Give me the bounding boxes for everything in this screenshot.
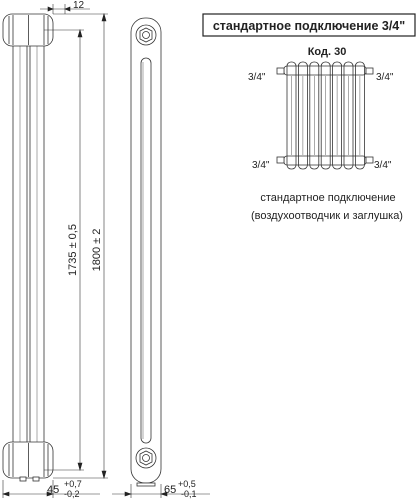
front-foot-right bbox=[33, 477, 39, 481]
mini-radiator-section bbox=[287, 62, 296, 169]
side-foot bbox=[137, 483, 155, 486]
dim-width-tol-plus: +0,7 bbox=[64, 479, 82, 489]
mini-radiator-section bbox=[344, 62, 353, 169]
dim-width-base: 45 bbox=[47, 484, 60, 496]
conn-bottom-right: 3/4" bbox=[374, 160, 392, 171]
mini-radiator-section bbox=[355, 62, 364, 169]
title-box-label: стандартное подключение 3/4" bbox=[212, 19, 406, 33]
code-label: Код. 30 bbox=[307, 46, 347, 58]
dim-total-height-label: 1800 ± 2 bbox=[91, 228, 103, 272]
dim-top-offset-label: 12 bbox=[73, 0, 85, 11]
dim-depth-base: 65 bbox=[164, 484, 177, 496]
conn-top-left: 3/4" bbox=[248, 72, 266, 83]
mini-radiator-section bbox=[321, 62, 330, 169]
side-view bbox=[112, 18, 210, 499]
mini-radiator-section bbox=[310, 62, 319, 169]
dim-width bbox=[3, 479, 100, 499]
dim-depth bbox=[112, 479, 210, 499]
mini-radiator bbox=[277, 62, 373, 169]
plug-bottom-right bbox=[366, 157, 373, 163]
conn-top-right: 3/4" bbox=[376, 72, 394, 83]
conn-bottom-left: 3/4" bbox=[252, 160, 270, 171]
front-view bbox=[3, 0, 108, 499]
dim-top-offset bbox=[40, 0, 90, 14]
connection-panel bbox=[203, 14, 415, 222]
dim-depth-tol-plus: +0,5 bbox=[178, 479, 196, 489]
front-bottom-header bbox=[3, 442, 53, 478]
dim-center-distance bbox=[44, 30, 84, 470]
dim-width-tol-minus: -0,2 bbox=[64, 489, 80, 499]
dim-depth-tol-minus: -0,1 bbox=[181, 489, 197, 499]
plug-top-right bbox=[366, 68, 373, 74]
side-body bbox=[131, 18, 161, 483]
mini-radiator-section bbox=[298, 62, 307, 169]
mini-radiator-section bbox=[333, 62, 342, 169]
plug-bottom-left bbox=[277, 157, 284, 163]
caption-line-2: (воздухоотводчик и заглушка) bbox=[251, 210, 403, 222]
dim-total-height bbox=[53, 14, 108, 478]
plug-top-left bbox=[277, 68, 284, 74]
front-foot-left bbox=[20, 477, 26, 481]
dim-center-distance-label: 1735 ± 0,5 bbox=[67, 224, 79, 276]
caption-line-1: стандартное подключение bbox=[260, 192, 396, 204]
